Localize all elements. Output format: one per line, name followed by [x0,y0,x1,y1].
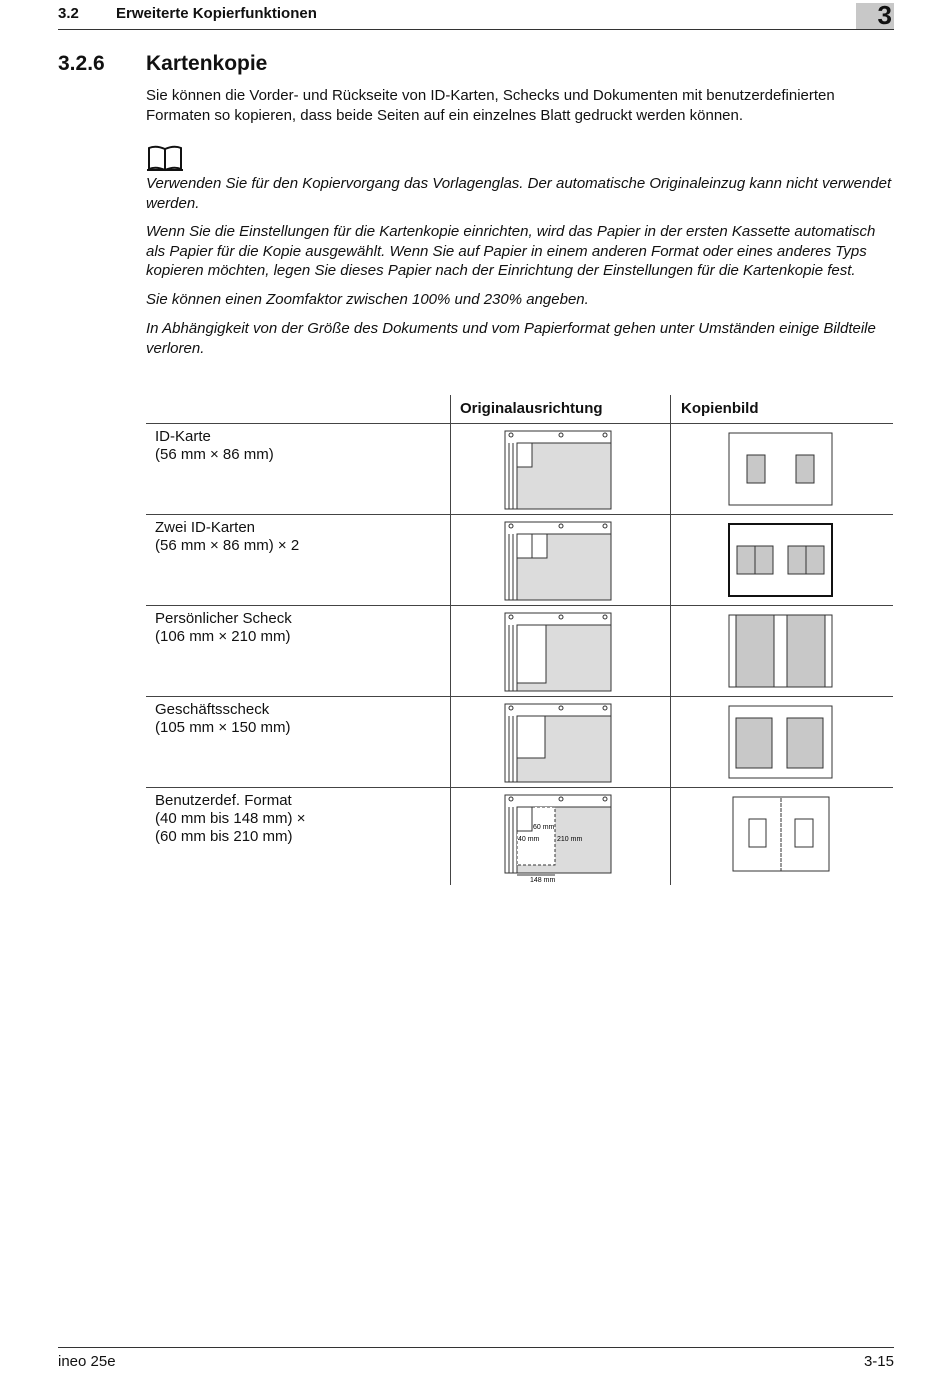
original-placement-diagram [501,702,613,784]
book-icon [146,144,184,172]
card-copy-table [146,395,893,886]
original-placement-diagram [501,429,613,511]
page-header [58,0,894,30]
footer-page-number: 3-15 [863,1353,894,1370]
intro-paragraph: Sie können die Vorder- und Rückseite von ID-Karten, Schecks und Dokumenten mit benutzerdefinierten Formaten so kopieren, dass beide Seiten auf ein einzelnes Blatt gedruckt werden können. [146,87,835,124]
table-row [146,515,893,606]
table-header [146,395,893,424]
original-placement-diagram [501,520,613,602]
table-row [146,788,893,886]
note-4: In Abhängigkeit von der Größe des Dokuments und vom Papierformat gehen unter Umständen einige Bildteile verloren. [146,320,876,357]
row-label: Persönlicher Scheck (106 mm × 210 mm) [155,610,292,645]
table-row [146,606,893,697]
page-footer [58,1347,894,1370]
copy-result-diagram [728,432,834,507]
header-copy-image: Kopienbild [681,400,759,417]
original-placement-diagram [501,793,613,883]
section-number: 3.2.6 [58,52,105,75]
section-title: Kartenkopie [146,52,268,75]
row-label: Benutzerdef. Format (40 mm bis 148 mm) × (60 mm bis 210 mm) [155,792,306,845]
note-3: Sie können einen Zoomfaktor zwischen 100% und 230% angeben. [146,291,589,308]
header-section-number: 3.2 [58,5,79,22]
row-label: ID-Karte (56 mm × 86 mm) [155,428,274,463]
note-2: Wenn Sie die Einstellungen für die Kartenkopie einrichten, wird das Papier in der ersten Kassette automatisch als Papier für die Kopie ausgewählt. Wenn Sie auf Papier in einem anderen Format oder eines anderes Typs kopieren möchten, legen Sie dieses Papier nach der Einrichtung der Einstellungen für die Kartenkopie fest. [146,223,876,279]
table-row [146,697,893,788]
dim-height-min: 60 mm [533,824,555,831]
copy-result-diagram [728,705,834,780]
header-original-orientation: Originalausrichtung [460,400,603,417]
footer-model: ineo 25e [58,1353,116,1370]
dim-width-min: 40 mm [518,836,540,843]
chapter-number: 3 [877,0,892,30]
header-section-title: Erweiterte Kopierfunktionen [116,5,317,22]
note-1: Verwenden Sie für den Kopiervorgang das Vorlagenglas. Der automatische Originaleinzug kann nicht verwendet werden. [146,175,892,212]
copy-result-diagram [728,523,834,598]
dim-height-max: 210 mm [557,836,583,843]
dim-width-max: 148 mm [530,877,556,883]
copy-result-diagram [728,796,834,874]
table-row [146,424,893,515]
original-placement-diagram [501,611,613,693]
row-label: Zwei ID-Karten (56 mm × 86 mm) × 2 [155,519,300,554]
copy-result-diagram [728,614,834,689]
row-label: Geschäftsscheck (105 mm × 150 mm) [155,701,291,736]
